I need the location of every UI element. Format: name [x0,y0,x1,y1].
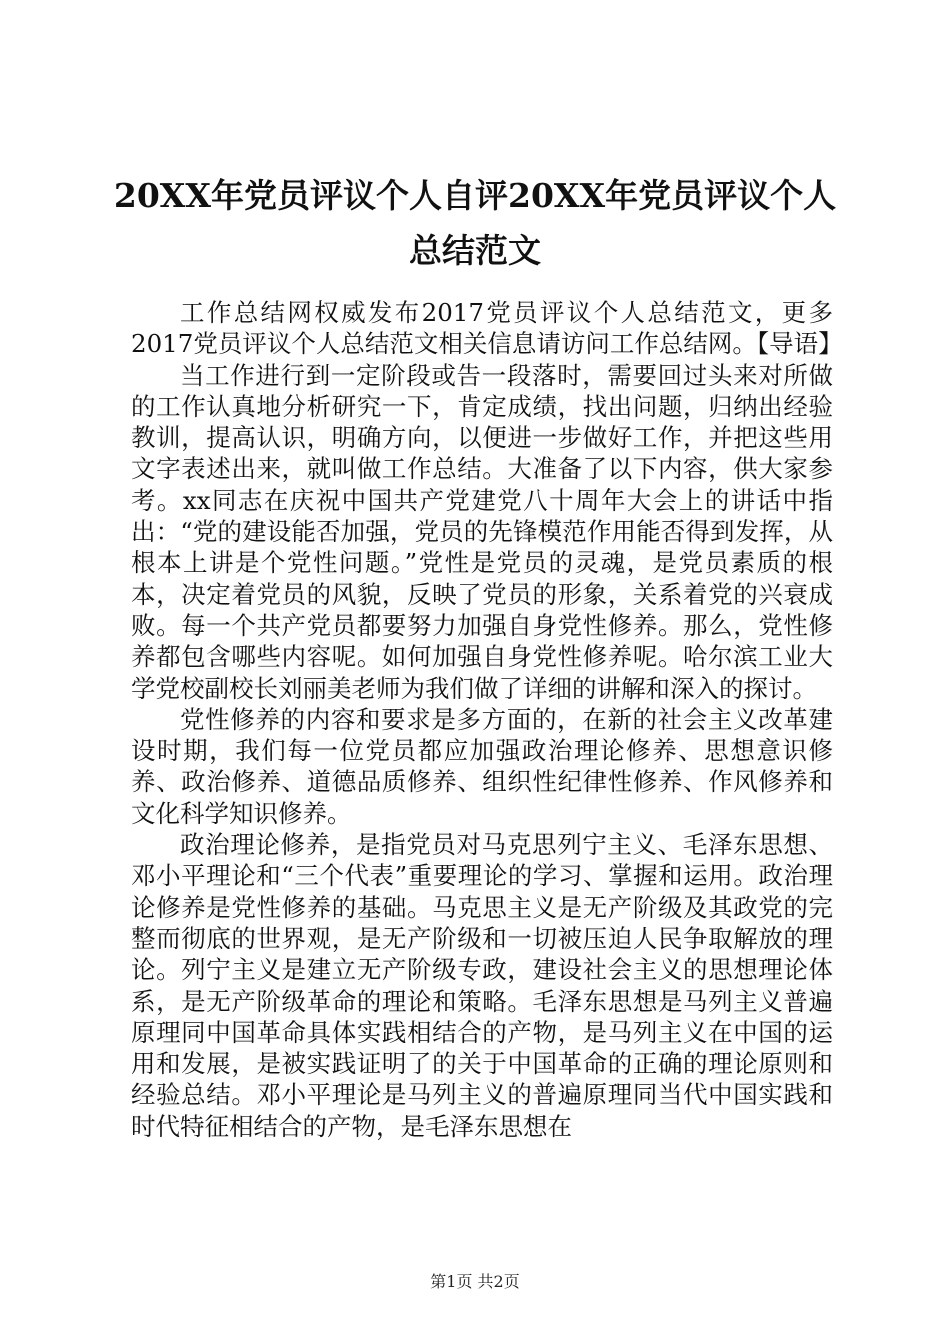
paragraph-party-cultivation: 党性修养的内容和要求是多方面的，在新的社会主义改革建设时期，我们每一位党员都应加强政治理论修养、思想意识修养、政治修养、道德品质修养、组织性纪律性修养、作风修养和文化科学知识修养。 [131,704,833,828]
paragraph-summary: 当工作进行到一定阶段或告一段落时，需要回过头来对所做的工作认真地分析研究一下，肯定成绩，找出问题，归纳出经验教训，提高认识，明确方向，以便进一步做好工作，并把这些用文字表述出来，就叫做工作总结。大准备了以下内容，供大家参考。xx同志在庆祝中国共产党建党八十周年大会上的讲话中指出：“党的建设能否加强，党员的先锋模范作用能否得到发挥，从根本上讲是个党性问题。”党性是党员的灵魂，是党员素质的根本，决定着党员的风貌，反映了党员的形象，关系着党的兴衰成败。每一个共产党员都要努力加强自身党性修养。那么，党性修养都包含哪些内容呢。如何加强自身党性修养呢。哈尔滨工业大学党校副校长刘丽美老师为我们做了详细的讲解和深入的探讨。 [131,360,833,703]
paragraph-intro: 工作总结网权威发布2017党员评议个人总结范文，更多2017党员评议个人总结范文相关信息请访问工作总结网。【导语】 [131,298,843,359]
page-footer: 第1页 共2页 [430,1272,520,1291]
document-body [131,297,843,1142]
document-title: 20XX年党员评议个人自评20XX年党员评议个人总结范文 [113,176,837,270]
paragraph-political-theory: 政治理论修养，是指党员对马克思列宁主义、毛泽东思想、邓小平理论和“三个代表”重要理论的学习、掌握和运用。政治理论修养是党性修养的基础。马克思主义是无产阶级及其政党的完整而彻底的世界观，是无产阶级和一切被压迫人民争取解放的理论。列宁主义是建立无产阶级专政，建设社会主义的思想理论体系，是无产阶级革命的理论和策略。毛泽东思想是马列主义普遍原理同中国革命具体实践相结合的产物，是马列主义在中国的运用和发展，是被实践证明了的关于中国革命的正确的理论原则和经验总结。邓小平理论是马列主义的普遍原理同当代中国实践和时代特征相结合的产物，是毛泽东思想在 [131,830,833,1141]
